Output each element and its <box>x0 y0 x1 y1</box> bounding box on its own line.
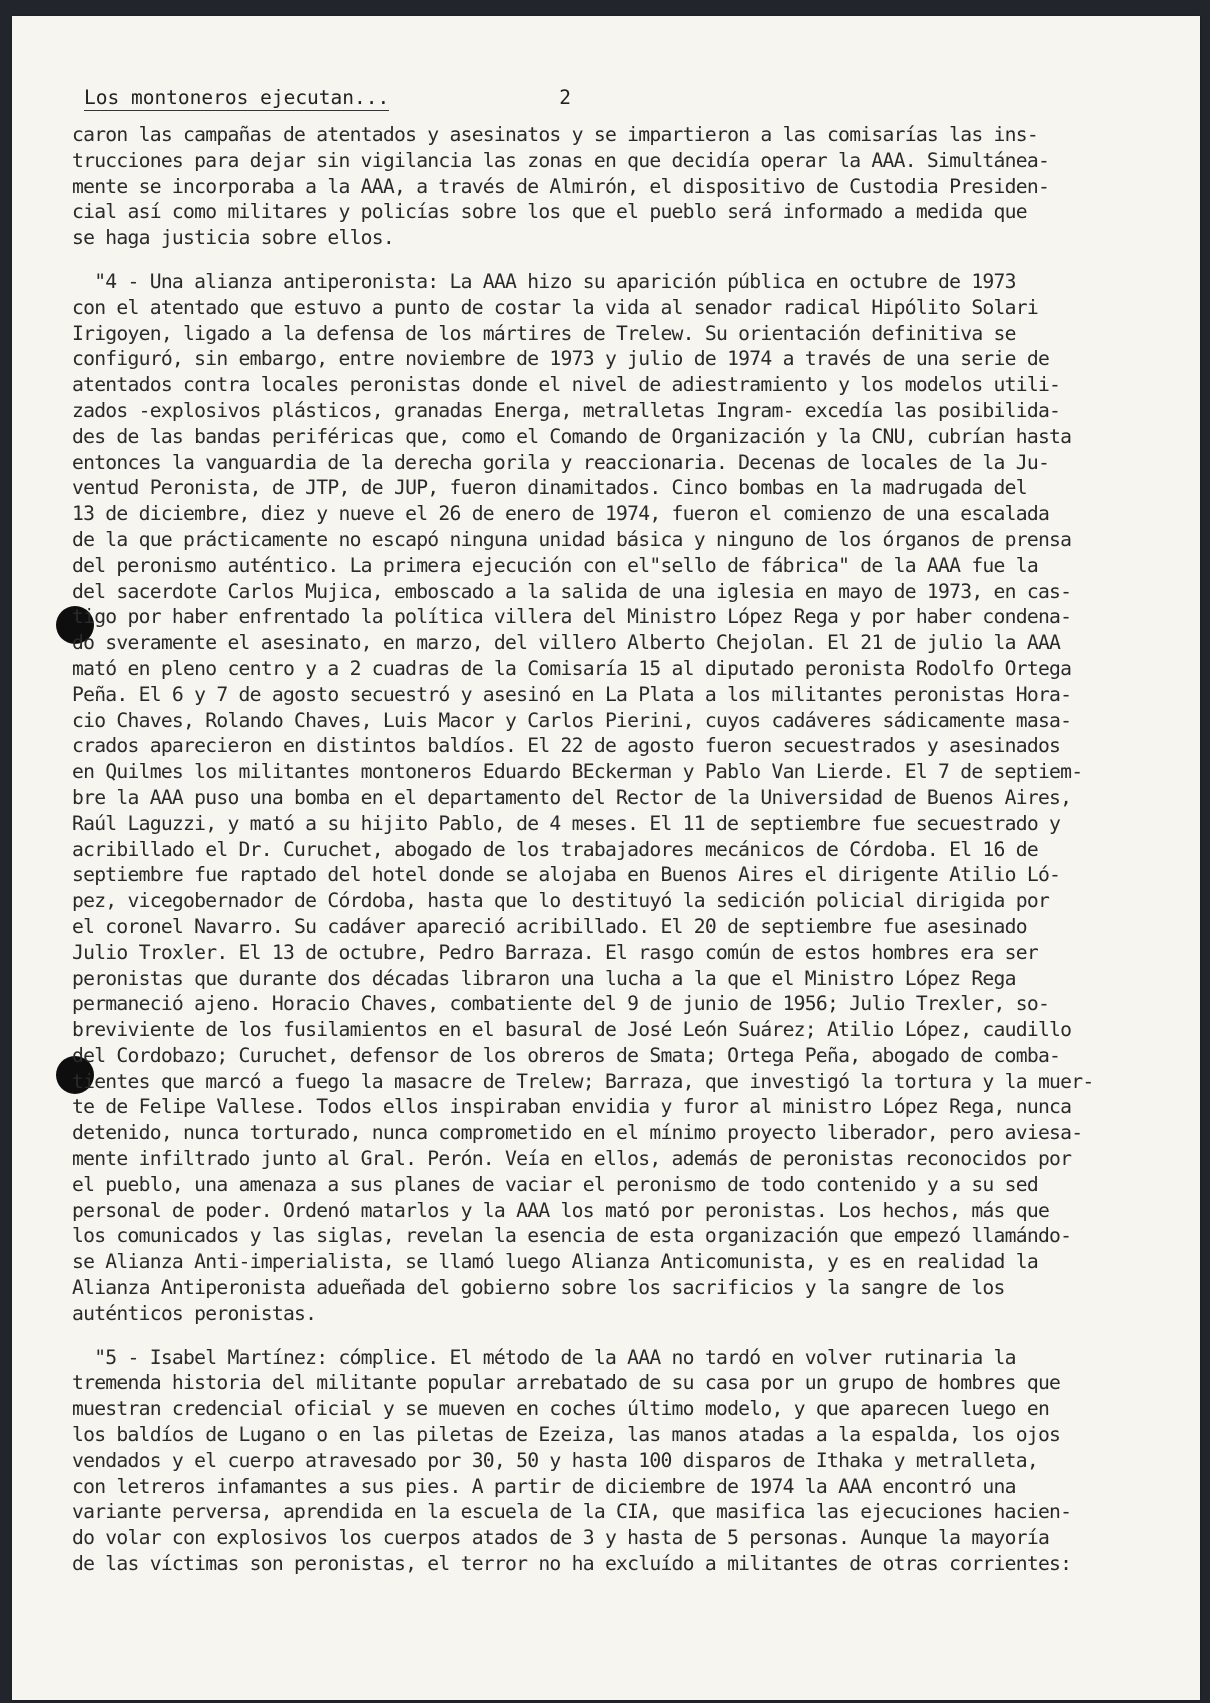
text-line: Peña. El 6 y 7 de agosto secuestró y asesinó en La Plata a los militantes peronistas Hora- <box>72 682 1072 706</box>
text-line: se Alianza Anti-imperialista, se llamó luego Alianza Anticomunista, y es en realidad la <box>72 1250 1038 1274</box>
text-line: do sveramente el asesinato, en marzo, del villero Alberto Chejolan. El 21 de julio la AAA <box>72 631 1061 655</box>
text-line: Julio Troxler. El 13 de octubre, Pedro Barraza. El rasgo común de estos hombres era ser <box>72 940 1038 964</box>
paragraph <box>72 269 1192 1327</box>
text-line: configuró, sin embargo, entre noviembre de 1973 y julio de 1974 a través de una serie de <box>72 347 1050 371</box>
text-line: personal de poder. Ordenó matarlos y la AAA los mató por peronistas. Los hechos, más que <box>72 1198 1050 1222</box>
text-line: bre la AAA puso una bomba en el departamento del Rector de la Universidad de Buenos Aires, <box>72 785 1072 809</box>
text-line: vendados y el cuerpo atravesado por 30, 50 y hasta 100 disparos de Ithaka y metralleta, <box>72 1448 1038 1472</box>
paragraph-gap <box>72 251 1192 269</box>
text-line: des de las bandas periféricas que, como el Comando de Organización y la CNU, cubrían hasta <box>72 424 1072 448</box>
text-line: crados aparecieron en distintos baldíos. El 22 de agosto fueron secuestrados y asesinados <box>72 734 1061 758</box>
text-line: 13 de diciembre, diez y nueve el 26 de enero de 1974, fueron el comienzo de una escalada <box>72 502 1050 526</box>
text-line: tigo por haber enfrentado la política villera del Ministro López Rega y por haber condena- <box>72 605 1072 629</box>
text-line: Alianza Antiperonista adueñada del gobierno sobre los sacrificios y la sangre de los <box>72 1276 1005 1300</box>
text-line: en Quilmes los militantes montoneros Eduardo BEckerman y Pablo Van Lierde. El 7 de septiem- <box>72 760 1083 784</box>
text-line: de las víctimas son peronistas, el terror no ha excluído a militantes de otras corrientes: <box>72 1552 1072 1576</box>
text-line: do volar con explosivos los cuerpos atados de 3 y hasta de 5 personas. Aunque la mayoría <box>72 1526 1050 1550</box>
text-line: acribillado el Dr. Curuchet, abogado de los trabajadores mecánicos de Córdoba. El 16 de <box>72 837 1038 861</box>
text-line: cial así como militares y policías sobre los que el pueblo será informado a medida que <box>72 200 1027 224</box>
text-line: "5 - Isabel Martínez: cómplice. El método de la AAA no tardó en volver rutinaria la <box>72 1345 1016 1369</box>
text-line: variante perversa, aprendida en la escuela de la CIA, que masifica las ejecuciones hacien- <box>72 1500 1072 1524</box>
text-line: atentados contra locales peronistas donde el nivel de adiestramiento y los modelos utili- <box>72 373 1061 397</box>
text-line: trucciones para dejar sin vigilancia las zonas en que decidía operar la AAA. Simultánea- <box>72 148 1050 172</box>
text-line: pez, vicegobernador de Córdoba, hasta que lo destituyó la sedición policial dirigida por <box>72 889 1050 913</box>
paragraph <box>72 1345 1192 1577</box>
text-line: auténticos peronistas. <box>72 1301 317 1325</box>
text-line: detenido, nunca torturado, nunca comprometido en el mínimo proyecto liberador, pero aviesa- <box>72 1121 1083 1145</box>
text-line: tientes que marcó a fuego la masacre de Trelew; Barraza, que investigó la tortura y la muer- <box>72 1069 1094 1093</box>
text-line: tremenda historia del militante popular arrebatado de su casa por un grupo de hombres que <box>72 1371 1061 1395</box>
page-number: 2 <box>559 86 571 109</box>
text-line: los comunicados y las siglas, revelan la esencia de esta organización que empezó llamándo- <box>72 1224 1072 1248</box>
text-line: Raúl Laguzzi, y mató a su hijito Pablo, de 4 meses. El 11 de septiembre fue secuestrado y <box>72 811 1061 835</box>
text-line: del Cordobazo; Curuchet, defensor de los obreros de Smata; Ortega Peña, abogado de comba- <box>72 1043 1061 1067</box>
body-text <box>72 122 1192 1577</box>
text-line: muestran credencial oficial y se mueven en coches último modelo, y que aparecen luego en <box>72 1397 1050 1421</box>
text-line: ventud Peronista, de JTP, de JUP, fueron dinamitados. Cinco bombas en la madrugada del <box>72 476 1027 500</box>
text-line: zados -explosivos plásticos, granadas Energa, metralletas Ingram- excedía las posibilida- <box>72 398 1061 422</box>
text-line: Irigoyen, ligado a la defensa de los mártires de Trelew. Su orientación definitiva se <box>72 321 1016 345</box>
running-title: Los montoneros ejecutan... <box>84 86 390 109</box>
text-line: con el atentado que estuvo a punto de costar la vida al senador radical Hipólito Solari <box>72 295 1038 319</box>
text-line: mente infiltrado junto al Gral. Perón. Veía en ellos, además de peronistas reconocidos por <box>72 1147 1072 1171</box>
page-header <box>84 86 571 111</box>
text-line: "4 - Una alianza antiperonista: La AAA hizo su aparición pública en octubre de 1973 <box>72 269 1016 293</box>
text-line: entonces la vanguardia de la derecha gorila y reaccionaria. Decenas de locales de la Ju- <box>72 450 1050 474</box>
text-line: del peronismo auténtico. La primera ejecución con el"sello de fábrica" de la AAA fue la <box>72 553 1038 577</box>
text-line: el coronel Navarro. Su cadáver apareció acribillado. El 20 de septiembre fue asesinado <box>72 914 1027 938</box>
text-line: permaneció ajeno. Horacio Chaves, combatiente del 9 de junio de 1956; Julio Trexler, so- <box>72 992 1050 1016</box>
text-line: el pueblo, una amenaza a sus planes de vaciar el peronismo de todo contenido y a su sed <box>72 1172 1038 1196</box>
text-line: del sacerdote Carlos Mujica, emboscado a la salida de una iglesia en mayo de 1973, en cas- <box>72 579 1072 603</box>
text-line: se haga justicia sobre ellos. <box>72 226 394 250</box>
text-line: los baldíos de Lugano o en las piletas de Ezeiza, las manos atadas a la espalda, los ojos <box>72 1423 1061 1447</box>
text-line: peronistas que durante dos décadas libraron una lucha a la que el Ministro López Rega <box>72 966 1016 990</box>
text-line: mente se incorporaba a la AAA, a través de Almirón, el dispositivo de Custodia Presiden- <box>72 174 1050 198</box>
paragraph-gap <box>72 1327 1192 1345</box>
text-line: con letreros infamantes a sus pies. A partir de diciembre de 1974 la AAA encontró una <box>72 1474 1016 1498</box>
text-line: breviviente de los fusilamientos en el basural de José León Suárez; Atilio López, caudillo <box>72 1018 1072 1042</box>
text-line: caron las campañas de atentados y asesinatos y se impartieron a las comisarías las ins- <box>72 123 1038 146</box>
text-line: septiembre fue raptado del hotel donde se alojaba en Buenos Aires el dirigente Atilio Ló- <box>72 863 1061 887</box>
text-line: mató en pleno centro y a 2 cuadras de la Comisaría 15 al diputado peronista Rodolfo Ortega <box>72 656 1072 680</box>
text-line: te de Felipe Vallese. Todos ellos inspiraban envidia y furor al ministro López Rega, nunca <box>72 1095 1072 1119</box>
text-line: de la que prácticamente no escapó ninguna unidad básica y ninguno de los órganos de prensa <box>72 527 1072 551</box>
paragraph <box>72 122 1192 251</box>
text-line: cio Chaves, Rolando Chaves, Luis Macor y Carlos Pierini, cuyos cadáveres sádicamente masa- <box>72 708 1072 732</box>
